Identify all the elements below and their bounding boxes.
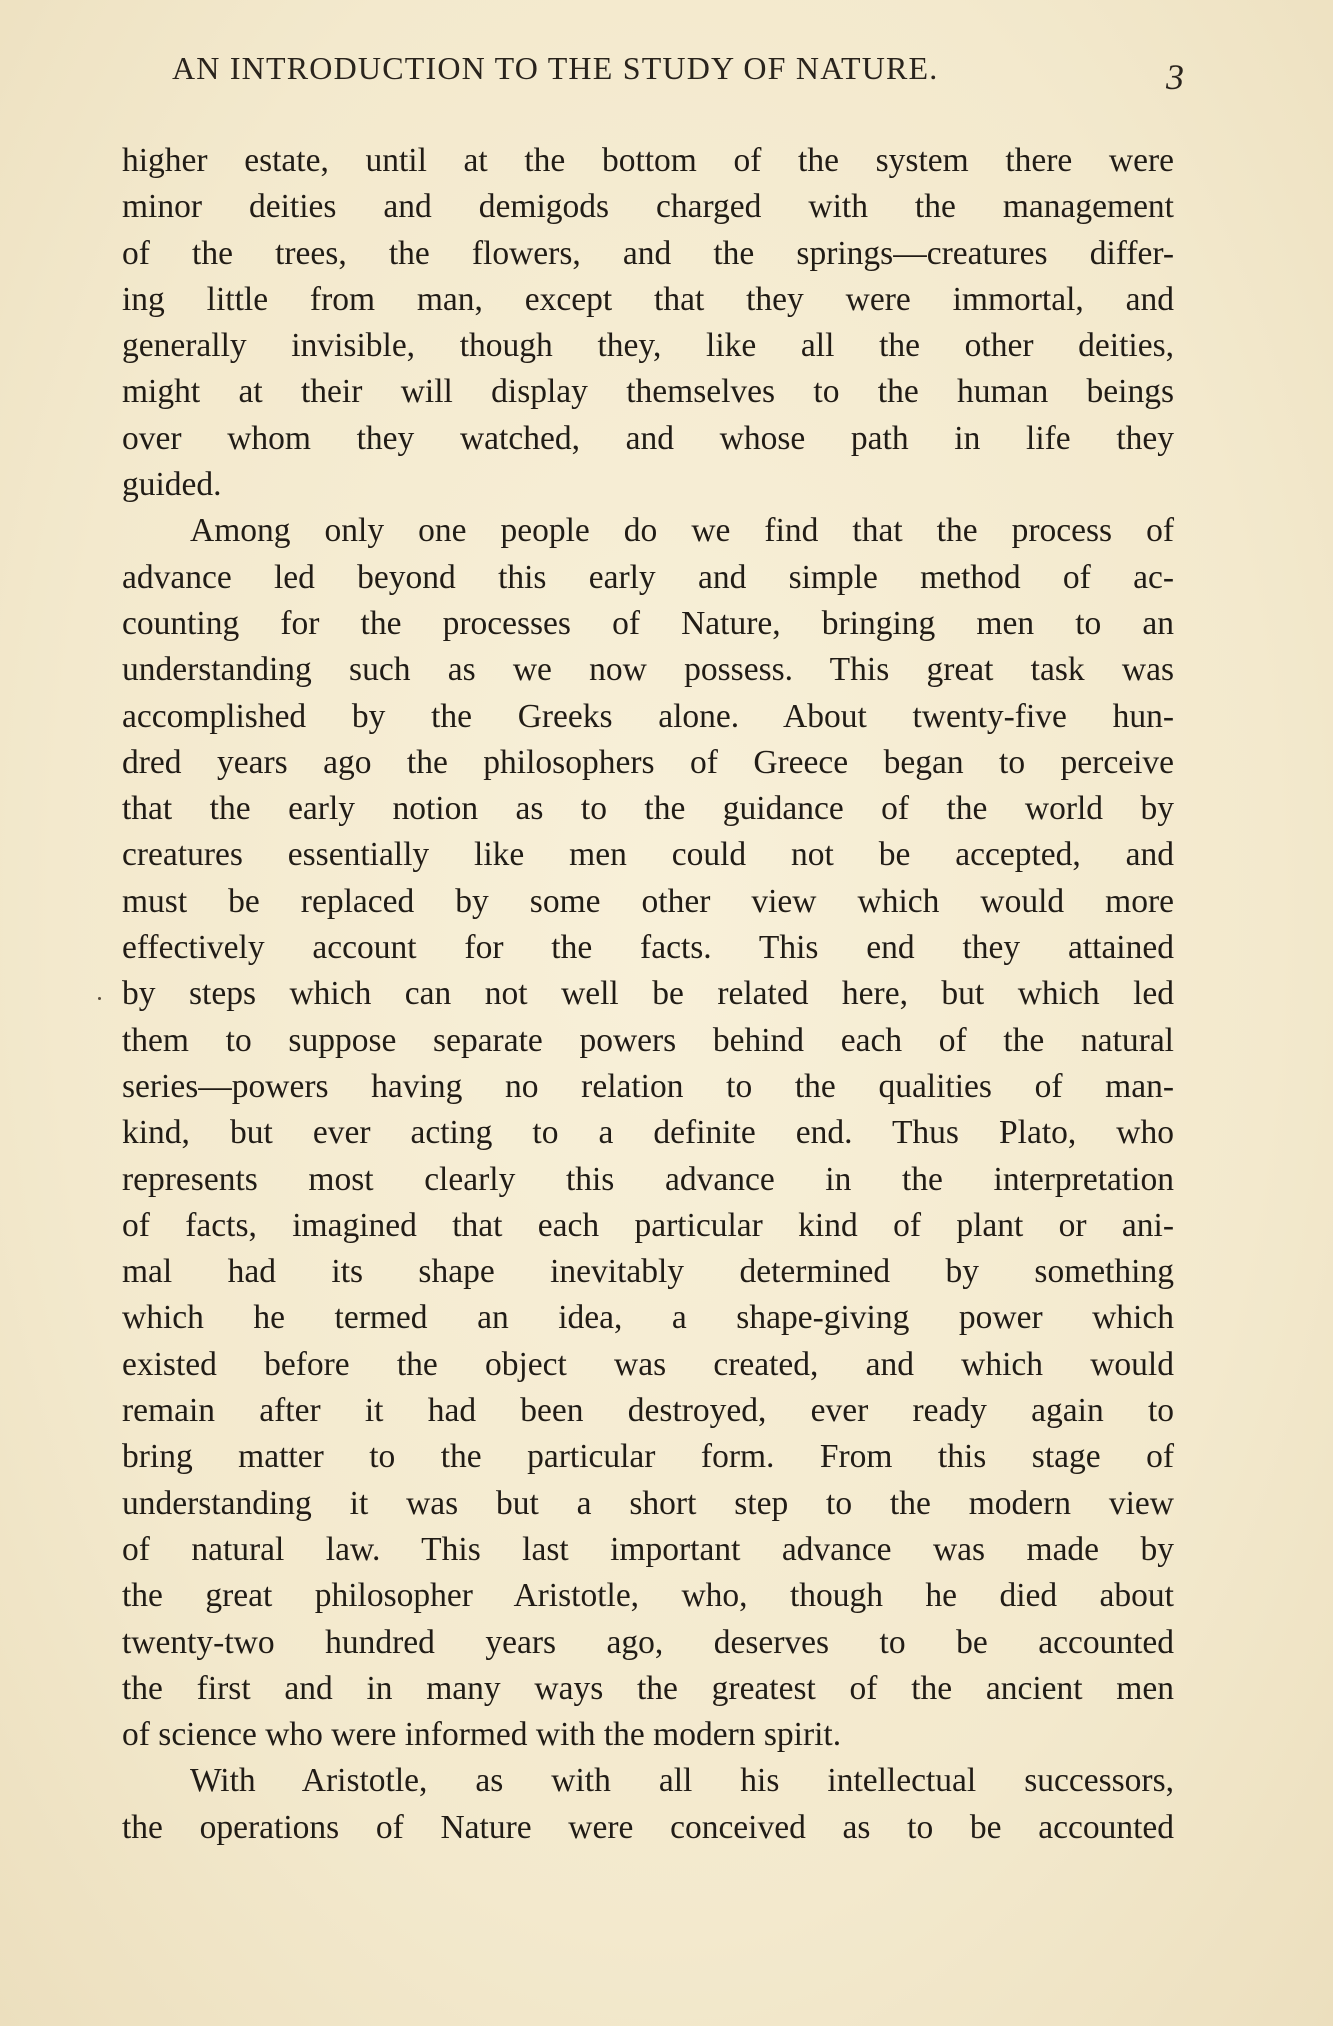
paragraph-first-line: Among only one people do we find that the process of <box>190 512 1174 550</box>
text-line: advance led beyond this early and simple method of ac- <box>122 558 1174 596</box>
text-line: minor deities and demigods charged with the management <box>122 188 1174 226</box>
text-line: might at their will display themselves to the human beings <box>122 373 1174 411</box>
body-text <box>122 138 1174 1851</box>
text-line: effectively account for the facts. This end they attained <box>122 929 1174 967</box>
text-line: by steps which can not well be related here, but which led <box>122 975 1174 1013</box>
page-number: 3 <box>1166 57 1184 97</box>
text-line: higher estate, until at the bottom of the system there were <box>122 142 1174 179</box>
text-line: ing little from man, except that they were immortal, and <box>122 280 1174 318</box>
text-line: understanding such as we now possess. This great task was <box>122 651 1174 689</box>
text-line: dred years ago the philosophers of Greece began to perceive <box>122 743 1174 781</box>
text-line: of facts, imagined that each particular kind of plant or ani- <box>122 1206 1174 1244</box>
text-line: generally invisible, though they, like all the other deities, <box>122 327 1174 365</box>
text-line: them to suppose separate powers behind each of the natural <box>122 1021 1174 1059</box>
running-head <box>172 44 1184 96</box>
text-line: understanding it was but a short step to the modern view <box>122 1484 1174 1522</box>
paragraph-end-line: guided. <box>122 466 222 504</box>
text-line: of natural law. This last important advance was made by <box>122 1530 1174 1568</box>
text-line: represents most clearly this advance in the interpretation <box>122 1160 1174 1198</box>
text-line: must be replaced by some other view which would more <box>122 882 1174 920</box>
paragraph-first-line: With Aristotle, as with all his intellectual successors, <box>190 1762 1174 1800</box>
text-line: remain after it had been destroyed, ever ready again to <box>122 1392 1174 1430</box>
text-line: existed before the object was created, and which would <box>122 1345 1174 1383</box>
paper-speck <box>98 997 101 1000</box>
text-line: kind, but ever acting to a definite end. Thus Plato, who <box>122 1114 1174 1152</box>
text-line: the operations of Nature were conceived as to be accounted <box>122 1808 1174 1846</box>
text-line: which he termed an idea, a shape-giving power which <box>122 1299 1174 1337</box>
text-line: creatures essentially like men could not be accepted, and <box>122 836 1174 874</box>
text-line: bring matter to the particular form. From this stage of <box>122 1438 1174 1476</box>
text-line: that the early notion as to the guidance of the world by <box>122 790 1174 828</box>
text-line: twenty-two hundred years ago, deserves to be accounted <box>122 1623 1174 1661</box>
text-line: of the trees, the flowers, and the springs—creatures differ- <box>122 234 1174 272</box>
text-line: accomplished by the Greeks alone. About twenty-five hun- <box>122 697 1174 735</box>
paragraph-end-line: of science who were informed with the modern spirit. <box>122 1716 842 1754</box>
text-line: the great philosopher Aristotle, who, though he died about <box>122 1577 1174 1615</box>
running-title: AN INTRODUCTION TO THE STUDY OF NATURE. <box>172 50 939 86</box>
text-line: counting for the processes of Nature, bringing men to an <box>122 604 1174 642</box>
text-line: mal had its shape inevitably determined by something <box>122 1253 1174 1291</box>
text-line: series—powers having no relation to the qualities of man- <box>122 1067 1174 1105</box>
text-line: over whom they watched, and whose path in life they <box>122 419 1174 457</box>
text-line: the first and in many ways the greatest of the ancient men <box>122 1669 1174 1707</box>
